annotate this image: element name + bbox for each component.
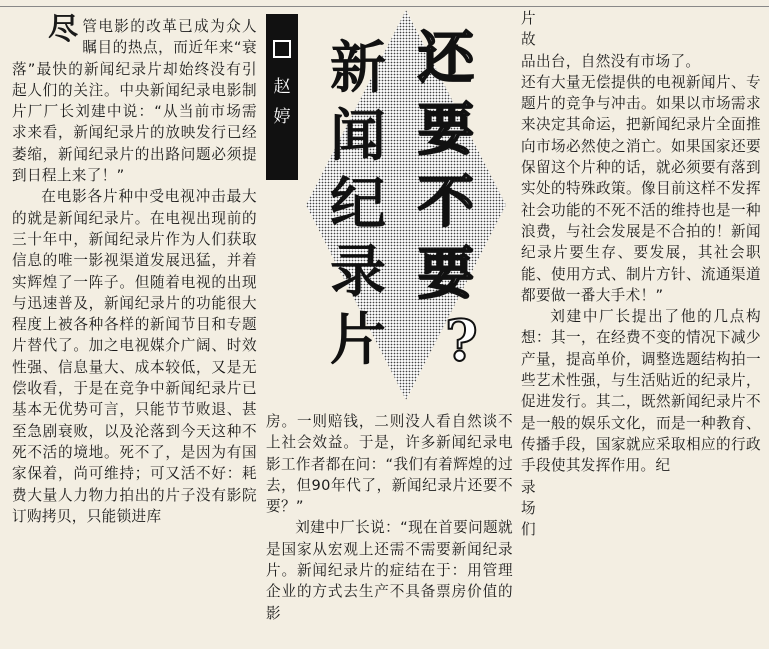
paragraph: 刘建中厂长说：“现在首要问题就是国家从宏观上还需不需要新闻纪录片。新闻纪录片的症结在于：用管理企业的方式去生产不具备票房价值的影 [266, 519, 513, 622]
author-char: 婷 [273, 107, 291, 127]
headline-char: 纪 [330, 171, 386, 237]
fragment-line: 场 [521, 499, 536, 517]
headline-char: 闻 [330, 103, 386, 169]
headline-char: 还 [418, 25, 474, 91]
paragraph: 还有大量无偿提供的电视新闻片、专题片的竞争与冲击。如果以市场需求来决定其命运，把新闻纪录片全面推向市场必然使之消亡。如果国家还要保留这个片种的话，就必须要有落到实处的特殊政策。像目前这样不发挥社会功能的不死不活的维持也是一种浪费，与社会发展是不合拍的！新闻纪录片要生存、要发展，其社会职能、使用方式、制片方针、流通渠道都要做一番大手术！” [521, 73, 761, 304]
headline-char: 片 [330, 307, 386, 373]
fragment-line: 录 [521, 478, 536, 496]
question-mark: ? [445, 308, 478, 374]
author-char: 赵 [273, 77, 291, 97]
paragraph [12, 12, 257, 186]
paragraph: 刘建中厂长提出了他的几点构想：其一，在经费不变的情况下减少产量，提高单价，调整选题结构拍一些艺术性强，与生活贴近的纪录片，促进发行。其二，既然新闻纪录片不是一般的娱乐文化，而是一种教育、传播手段，国家就应采取相应的行政手段使其发挥作用。纪 [521, 308, 761, 475]
headline-char: 要 [418, 97, 474, 163]
paragraph: 房。一则赔钱，二则没人看自然谈不上社会效益。于是，许多新闻纪录电影工作者都在问：“我们有着辉煌的过去，但90年代了，新闻纪录片还要不要？” [266, 413, 514, 516]
paragraph: 在电影各片种中受电视冲击最大的就是新闻纪录片。在电视出现前的三十年中，新闻纪录片作为人们获取信息的唯一影视渠道发展迅猛，并着实辉煌了一阵子。但随着电视的出现与迅速普及，新闻纪录片的功能很大程度上被各种各样的新闻节目和专题片替代了。加之电视媒介广阔、时效性强、信息量大、成本较低，又是无偿收看，于是在竞争中新闻纪录片已基本无优势可言，只能节节败退、甚至急剧衰败，以及沦落到今天这种不死不活的境地。死不了，是因为有国家保着，尚可维持；可又活不好：耗费大量人力物力拍出的片子没有影院订购拷贝，只能锁进库 [12, 188, 257, 525]
author-byline [266, 14, 298, 180]
paragraph-text: 管电影的改革已成为众人瞩目的热点，而近年来“衰落”最快的新闻纪录片却始终没有引起人们的关注。中央新闻纪录电影制片厂厂长刘建中说：“从当前市场需求来看，新闻纪录片的放映发行已经萎缩，新闻纪录片的出路问题必须提到日程上来了！” [12, 18, 257, 185]
column-left [12, 12, 257, 527]
drop-cap: 尽 [48, 12, 79, 47]
headline-char: 要 [418, 241, 474, 307]
column-right [521, 8, 761, 540]
square-icon [273, 40, 291, 58]
top-rule [0, 0, 769, 7]
column-middle [266, 411, 513, 624]
headline [300, 10, 515, 400]
fragment-line: 故 [521, 31, 536, 49]
headline-char: 不 [418, 169, 474, 235]
fragment-line: 品出台，自然没有市场了。 [521, 52, 701, 70]
headline-char: 新 [330, 35, 386, 101]
fragment-line: 们 [521, 521, 536, 539]
fragment-line: 片 [521, 10, 536, 27]
headline-char: 录 [330, 239, 386, 305]
